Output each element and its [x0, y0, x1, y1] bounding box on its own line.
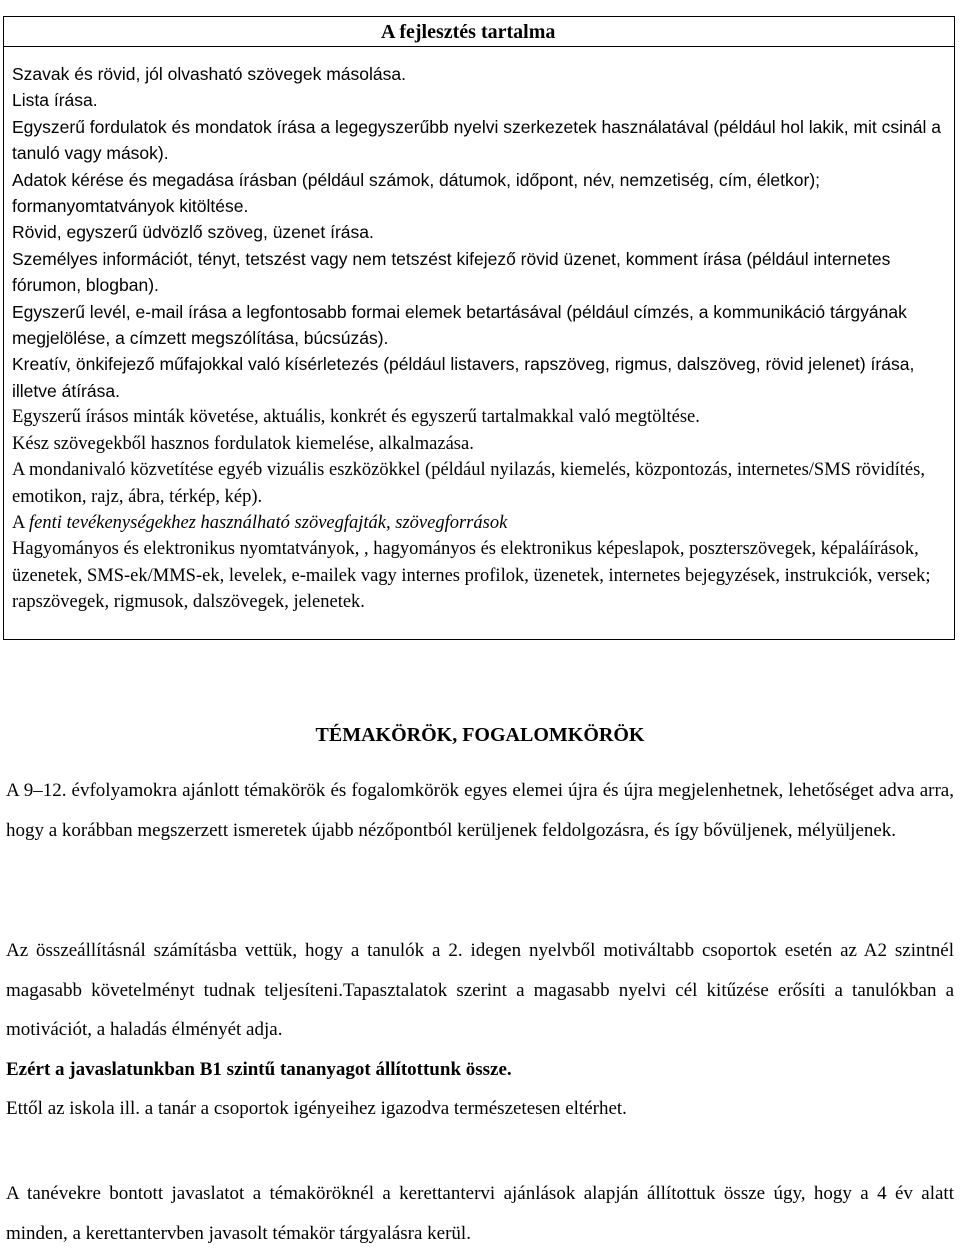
paragraph: A tanévekre bontott javaslatot a témaköröknél a kerettantervi ajánlások alapján állítottuk össze úgy, hogy a 4 év alatt minden, a kerettantervben javasolt témakör tárgyalásra kerül. — [6, 1183, 954, 1244]
box-header — [4, 17, 954, 47]
subheading-italic: fenti tevékenységekhez használható szövegfajták, szövegforrások — [28, 512, 508, 533]
subheading-prefix: A — [12, 512, 29, 533]
box-title: A fejlesztés tartalma — [381, 21, 556, 43]
list-item: Lista írása. — [12, 90, 98, 111]
list-item: Szavak és rövid, jól olvasható szövegek másolása. — [12, 64, 406, 84]
box-body — [12, 61, 942, 616]
list-item: Egyszerű fordulatok és mondatok írása a legegyszerűbb nyelvi szerkezetek használatával (például hol lakik, mit csinál a tanuló vagy mások). — [12, 116, 941, 164]
subheading — [12, 510, 942, 536]
list-item: Egyszerű írásos minták követése, aktuális, konkrét és egyszerű tartalmakkal való megtöltése. — [12, 407, 700, 428]
paragraph: A 9–12. évfolyamokra ajánlott témakörök és fogalomkörök egyes elemei újra és újra megjelenhetnek, lehetőséget adva arra, hogy a korábban megszerzett ismeretek újabb nézőpontból kerüljenek feldolgozásra, és így bővüljenek, mélyüljenek. — [6, 780, 954, 841]
section-title: TÉMAKÖRÖK, FOGALOMKÖRÖK — [315, 724, 645, 746]
paragraph: Az összeállításnál számításba vettük, hogy a tanulók a 2. idegen nyelvből motiváltabb csoportok esetén az A2 szintnél magasabb követelményt tudnak teljesíteni.Tapasztalatok szerint a magasabb nyelvi cél kitűzése erősíti a tanulókban a motivációt, a haladás élményét adja. — [6, 940, 954, 1040]
list-item: Rövid, egyszerű üdvözlő szöveg, üzenet írása. — [12, 222, 374, 243]
content-box — [3, 16, 955, 640]
list-item: Adatok kérése és megadása írásban (például számok, dátumok, időpont, név, nemzetiség, cím, életkor); formanyomtatványok kitöltése. — [12, 169, 821, 217]
list-item: Személyes információt, tényt, tetszést vagy nem tetszést kifejező rövid üzenet, komment írása (például internetes fórumon, blogban). — [12, 248, 891, 296]
list-item: A mondanivaló közvetítése egyéb vizuális eszközökkel (például nyilazás, kiemelés, központozás, internetes/SMS rövidítés, emotikon, rajz, ábra, térkép, kép). — [12, 460, 925, 507]
list-item: Egyszerű levél, e-mail írása a legfontosabb formai elemek betartásával (például címzés, a kommunikáció tárgyának megjelölése, a címzett megszólítása, búcsúzás). — [12, 301, 907, 349]
text-sources: Hagyományos és elektronikus nyomtatványok, , hagyományos és elektronikus képeslapok, poszterszövegek, képaláírások, üzenetek, SMS-ek/MMS-ek, levelek, e-mailek vagy internes profilok, üzenetek, internetes bejegyzések, instrukciók, versek; rapszövegek, rigmusok, dalszövegek, jelenetek. — [12, 539, 931, 613]
paragraph-bold: Ezért a javaslatunkban B1 szintű tananyagot állítottunk össze. — [6, 1059, 512, 1080]
list-item: Kreatív, önkifejező műfajokkal való kísérletezés (például listavers, rapszöveg, rigmus, dalszöveg, rövid jelenet) írása, illetve átírása. — [12, 354, 915, 401]
paragraph: Ettől az iskola ill. a tanár a csoportok igényeihez igazodva természetesen eltérhet. — [6, 1098, 627, 1119]
list-item: Kész szövegekből hasznos fordulatok kiemelése, alkalmazása. — [12, 433, 474, 454]
